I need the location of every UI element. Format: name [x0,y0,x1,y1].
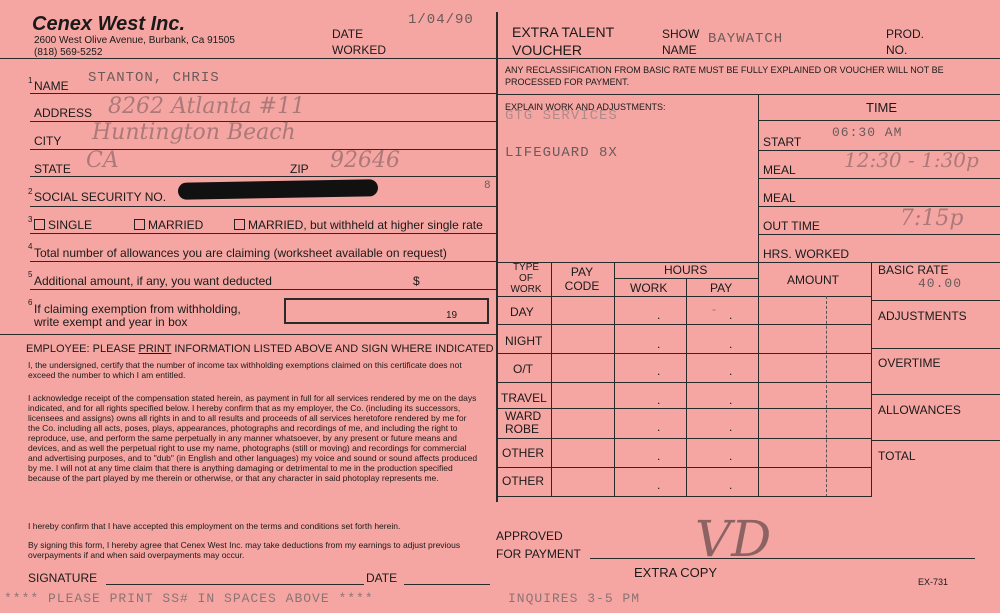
col-work: WORK [630,281,668,295]
row-label-other: OTHER [502,446,544,460]
explain-work-label: EXPLAIN WORK AND ADJUSTMENTS: [505,102,666,112]
married-withheld-checkbox[interactable] [234,218,483,232]
total-label: TOTAL [878,449,916,463]
decimal: . [729,478,733,492]
decimal: . [657,449,661,463]
date-signature-line [404,584,490,585]
date-signature-label: DATE [366,571,398,585]
employee-heading [26,343,494,355]
heading-print-word: PRINT [138,343,172,355]
married-checkbox[interactable] [134,218,203,232]
decimal: . [657,393,661,407]
out-time-label: OUT TIME [763,219,820,233]
col-type-line: WORK [510,284,542,295]
date-worked-label-2: WORKED [332,43,386,57]
meal-value: 12:30 - 1:30p [844,148,979,172]
approval-initials: VD [695,510,772,568]
basic-rate-value: 40.00 [918,276,963,291]
show-name-value: BAYWATCH [708,31,784,47]
col-pay-code [560,265,604,293]
ssn-trailing-digit: 8 [484,180,492,192]
single-checkbox[interactable] [34,218,92,232]
decimal: . [657,478,661,492]
row-label-night: NIGHT [505,334,543,348]
zip-label: ZIP [290,162,309,176]
decimal: . [729,308,733,322]
row-label-wardrobe [505,410,541,436]
allowances-label: Total number of allowances you are claiming (worksheet available on request) [34,246,447,260]
meal-label: MEAL [763,163,796,177]
start-value: 06:30 AM [832,125,903,140]
company-address: 2600 West Olive Avenue, Burbank, Ca 91505 [34,35,235,46]
decimal: . [657,364,661,378]
footer-left-note: **** PLEASE PRINT SS# IN SPACES ABOVE **** [4,591,374,606]
row-label-travel: TRAVEL [501,391,547,405]
signature-line [106,584,364,585]
field-number: 6 [28,298,33,307]
ssn-label: SOCIAL SECURITY NO. [34,190,167,204]
prod-no-label-2: NO. [886,43,908,57]
decimal: . [729,364,733,378]
date-worked-label: DATE [332,27,364,41]
row-label-ot: O/T [513,362,533,376]
exempt-label-2: write exempt and year in box [34,315,188,329]
show-name-label: SHOW [662,27,700,41]
acknowledge-text: I acknowledge receipt of the compensation stated herein, as payment in full for all services rendered by me on the days indicated, and for all rights specified below. I hereby confirm that as my employer, the Co. (including its successors, licensees and assigns) owns all rights in and to all results and proceeds of all services heretofore rendered by me for the Co. including all acts, poses, plays, appearances, photographs and recordings of me, and including the right to reproduce, use, and perform the same perpetually in any manner whatsoever, by any present or future means and devices, and as well the perpetual right to use my name, photographs (still or moving) and recordings for commercial and advertising purposes, and to "dub" (in English and other languages) my voice and sound or sound affects produced by me. I will not at any time claim that there is anything damaging or detrimental to me in the production specified because of the part played by me therein or otherwise, or that any character in said photoplay represents me. [28,393,478,483]
married-label: MARRIED [148,218,204,232]
field-number: 1 [28,76,33,85]
single-label: SINGLE [48,218,93,232]
decimal: . [657,337,661,351]
approved-label: APPROVED [496,529,563,543]
approval-line [590,558,975,559]
adjustments-label: ADJUSTMENTS [878,309,967,323]
decimal: . [729,393,733,407]
date-worked-value: 1/04/90 [408,12,474,28]
decimal: . [729,337,733,351]
zip-value: 92646 [330,148,400,173]
additional-amount-label: Additional amount, if any, you want deducted [34,274,272,288]
explain-work-line-1: GTG SERVICES [505,108,618,124]
city-value: Huntington Beach [92,120,296,145]
confirm-text: I hereby confirm that I have accepted this employment on the terms and conditions set forth herein. [28,521,401,531]
signature-label: SIGNATURE [28,571,98,585]
voucher-title-2: VOUCHER [512,42,583,58]
reclass-note: ANY RECLASSIFICATION FROM BASIC RATE MUST BE FULLY EXPLAINED OR VOUCHER WILL NOT BE PROCESSED FOR PAYMENT. [505,65,944,87]
field-number: 4 [28,242,33,251]
col-hours: HOURS [664,263,708,277]
col-paycode-line: CODE [564,279,600,293]
dollar-sign: $ [413,274,420,288]
exempt-year-prefix: 19 [446,310,458,321]
state-label: STATE [34,162,71,176]
col-type-line: TYPE [512,262,540,273]
decimal: . [657,308,661,322]
exempt-label: If claiming exemption from withholding, [34,302,241,316]
col-type-line: OF [519,273,533,284]
footer-right-note: INQUIRES 3-5 PM [508,591,641,606]
decimal: . [729,420,733,434]
name-value: STANTON, CHRIS [88,70,220,86]
company-name: Cenex West Inc. [32,13,186,35]
out-time-value: 7:15p [900,206,964,231]
city-label: CITY [34,134,62,148]
form-code: EX-731 [918,577,949,587]
start-label: START [763,135,802,149]
col-type-of-work [509,262,543,295]
name-label: NAME [34,79,69,93]
wardrobe-line: WARD [505,409,542,423]
field-number: 2 [28,187,33,196]
row-label-day: DAY [510,305,534,319]
voucher-title: EXTRA TALENT [512,24,615,40]
married-withheld-label: MARRIED, but withheld at higher single rate [248,218,483,232]
pay-dash: - [712,302,716,316]
overtime-label: OVERTIME [878,356,941,370]
deductions-text: By signing this form, I hereby agree that Cenex West Inc. may take deductions from my earnings to adjust previous overpayments if and when said overpayments may occur. [28,540,461,560]
row-label-other: OTHER [502,474,544,488]
address-value: 8262 Atlanta #11 [108,94,306,119]
col-paycode-line: PAY [570,265,594,279]
approved-label-2: FOR PAYMENT [496,547,581,561]
col-amount: AMOUNT [787,273,839,287]
meal-label-2: MEAL [763,191,796,205]
allowances-rate-label: ALLOWANCES [878,403,961,417]
show-name-label-2: NAME [662,43,697,57]
heading-part: EMPLOYEE: PLEASE [26,343,139,355]
heading-part: INFORMATION LISTED ABOVE AND SIGN WHERE INDICATED [171,343,494,355]
company-phone: (818) 569-5252 [34,47,103,58]
decimal: . [657,420,661,434]
certify-text: I, the undersigned, certify that the number of income tax withholding exemptions claimed on this certificate does not exceed the number to which I am entitled. [28,360,462,380]
decimal: . [729,449,733,463]
col-pay: PAY [710,281,733,295]
hrs-worked-label: HRS. WORKED [763,247,850,261]
prod-no-label: PROD. [886,27,925,41]
extra-copy-label: EXTRA COPY [634,565,718,580]
state-value: CA [86,148,119,173]
field-number: 3 [28,215,33,224]
address-label: ADDRESS [34,106,93,120]
exempt-box[interactable] [284,298,489,324]
field-number: 5 [28,270,33,279]
wardrobe-line: ROBE [505,422,540,436]
basic-rate-label: BASIC RATE [878,263,949,277]
ssn-redaction [178,179,378,199]
explain-work-line-2: LIFEGUARD 8X [505,145,618,161]
time-heading: TIME [866,100,898,115]
